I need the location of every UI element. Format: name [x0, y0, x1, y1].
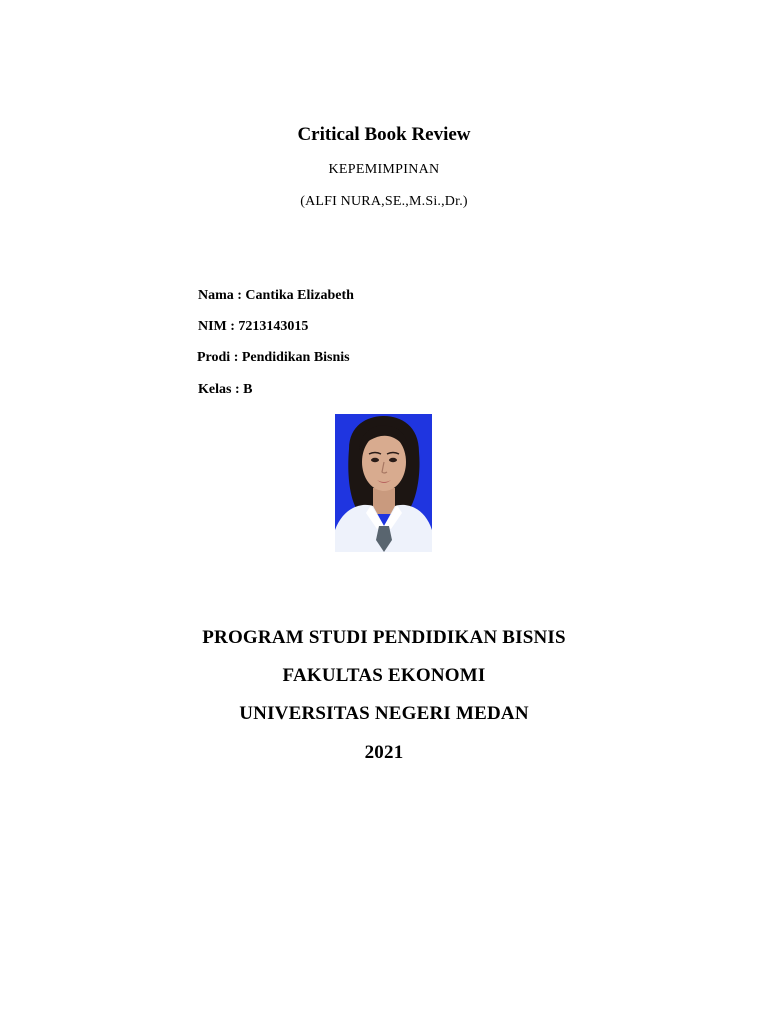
- university-name: UNIVERSITAS NEGERI MEDAN: [239, 703, 529, 724]
- student-photo: [335, 414, 432, 552]
- document-title: Critical Book Review: [297, 124, 471, 145]
- year: 2021: [364, 742, 404, 763]
- lecturer-name: (ALFI NURA,SE.,M.Si.,Dr.): [300, 194, 468, 209]
- student-name: Nama : Cantika Elizabeth: [198, 288, 354, 303]
- student-class: Kelas : B: [198, 382, 253, 397]
- course-name: KEPEMIMPINAN: [328, 162, 440, 177]
- program-name: PROGRAM STUDI PENDIDIKAN BISNIS: [202, 627, 566, 648]
- student-nim: NIM : 7213143015: [198, 319, 309, 334]
- faculty-name: FAKULTAS EKONOMI: [282, 665, 486, 686]
- student-prodi: Prodi : Pendidikan Bisnis: [197, 350, 350, 365]
- portrait-image: [335, 414, 432, 552]
